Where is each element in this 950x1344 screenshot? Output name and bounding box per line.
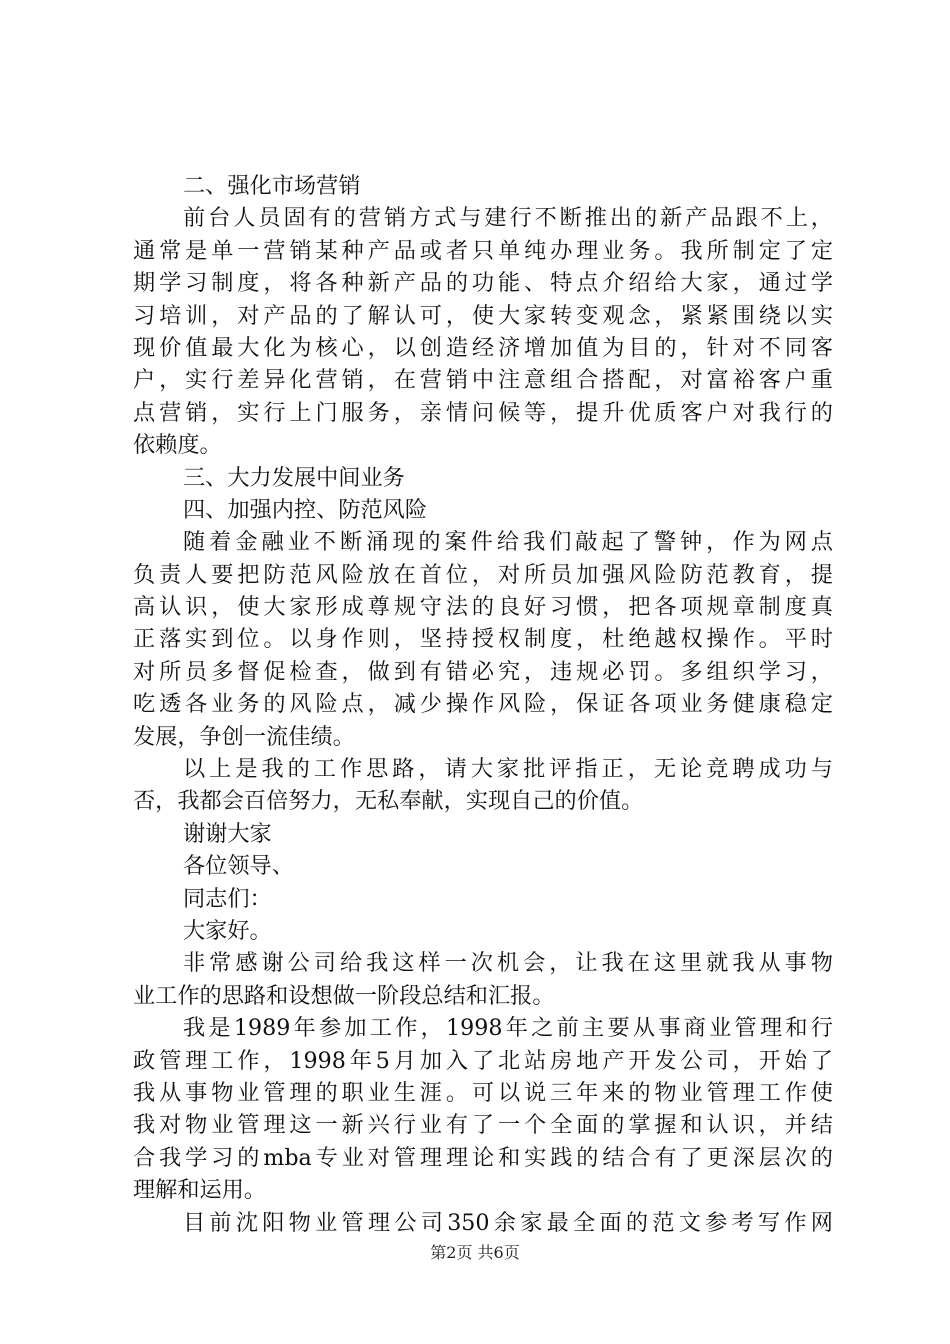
text-line: 吃透各业务的风险点，减少操作风险，保证各项业务健康稳定 bbox=[133, 691, 833, 718]
text-line: 大家好。 bbox=[183, 917, 272, 944]
text-line: 各位领导、 bbox=[183, 853, 294, 880]
text-line: 我从事物业管理的职业生涯。可以说三年来的物业管理工作使 bbox=[133, 1079, 833, 1106]
text-line: 理解和运用。 bbox=[133, 1177, 267, 1204]
text-line: 现价值最大化为核心，以创造经济增加值为目的，针对不同客 bbox=[133, 334, 833, 361]
text-line: 三、大力发展中间业务 bbox=[183, 464, 405, 491]
text-line: 二、强化市场营销 bbox=[183, 173, 361, 199]
text-line: 否，我都会百倍努力，无私奉献，实现自己的价值。 bbox=[133, 788, 644, 815]
text-line: 习培训，对产品的了解认可，使大家转变观念，紧紧围绕以实 bbox=[133, 302, 833, 329]
text-line: 发展，争创一流佳绩。 bbox=[133, 723, 355, 750]
text-line: 我是1989年参加工作，1998年之前主要从事商业管理和行 bbox=[183, 1015, 833, 1042]
text-line: 我对物业管理这一新兴行业有了一个全面的掌握和认识，并结 bbox=[133, 1112, 833, 1139]
text-line: 谢谢大家 bbox=[183, 820, 272, 847]
text-line: 前台人员固有的营销方式与建行不断推出的新产品跟不上， bbox=[183, 205, 833, 232]
text-line: 非常感谢公司给我这样一次机会，让我在这里就我从事物 bbox=[183, 950, 833, 977]
text-line: 期学习制度，将各种新产品的功能、特点介绍给大家，通过学 bbox=[133, 270, 833, 297]
text-line: 同志们： bbox=[183, 885, 272, 912]
text-line: 户，实行差异化营销，在营销中注意组合搭配，对富裕客户重 bbox=[133, 367, 833, 394]
text-line: 随着金融业不断涌现的案件给我们敲起了警钟，作为网点 bbox=[183, 529, 833, 556]
document-body bbox=[133, 170, 833, 1239]
text-line: 业工作的思路和设想做一阶段总结和汇报。 bbox=[133, 982, 555, 1009]
text-line: 通常是单一营销某种产品或者只单纯办理业务。我所制定了定 bbox=[133, 237, 833, 264]
text-line: 正落实到位。以身作则，坚持授权制度，杜绝越权操作。平时 bbox=[133, 626, 833, 653]
text-line: 对所员多督促检查，做到有错必究，违规必罚。多组织学习， bbox=[133, 658, 833, 685]
text-line: 以上是我的工作思路，请大家批评指正，无论竞聘成功与 bbox=[183, 756, 833, 783]
text-line: 合我学习的mba专业对管理理论和实践的结合有了更深层次的 bbox=[133, 1144, 833, 1171]
text-line: 高认识，使大家形成尊规守法的良好习惯，把各项规章制度真 bbox=[133, 594, 833, 621]
text-line: 政管理工作，1998年5月加入了北站房地产开发公司，开始了 bbox=[133, 1047, 833, 1074]
text-line: 依赖度。 bbox=[133, 432, 222, 459]
text-line: 负责人要把防范风险放在首位，对所员加强风险防范教育，提 bbox=[133, 561, 833, 588]
text-line: 目前沈阳物业管理公司350余家最全面的范文参考写作网 bbox=[183, 1209, 833, 1236]
text-line: 四、加强内控、防范风险 bbox=[183, 496, 428, 523]
text-line: 点营销，实行上门服务，亲情问候等，提升优质客户对我行的 bbox=[133, 399, 833, 426]
page-number-footer: 第2页 共6页 bbox=[430, 1243, 520, 1262]
